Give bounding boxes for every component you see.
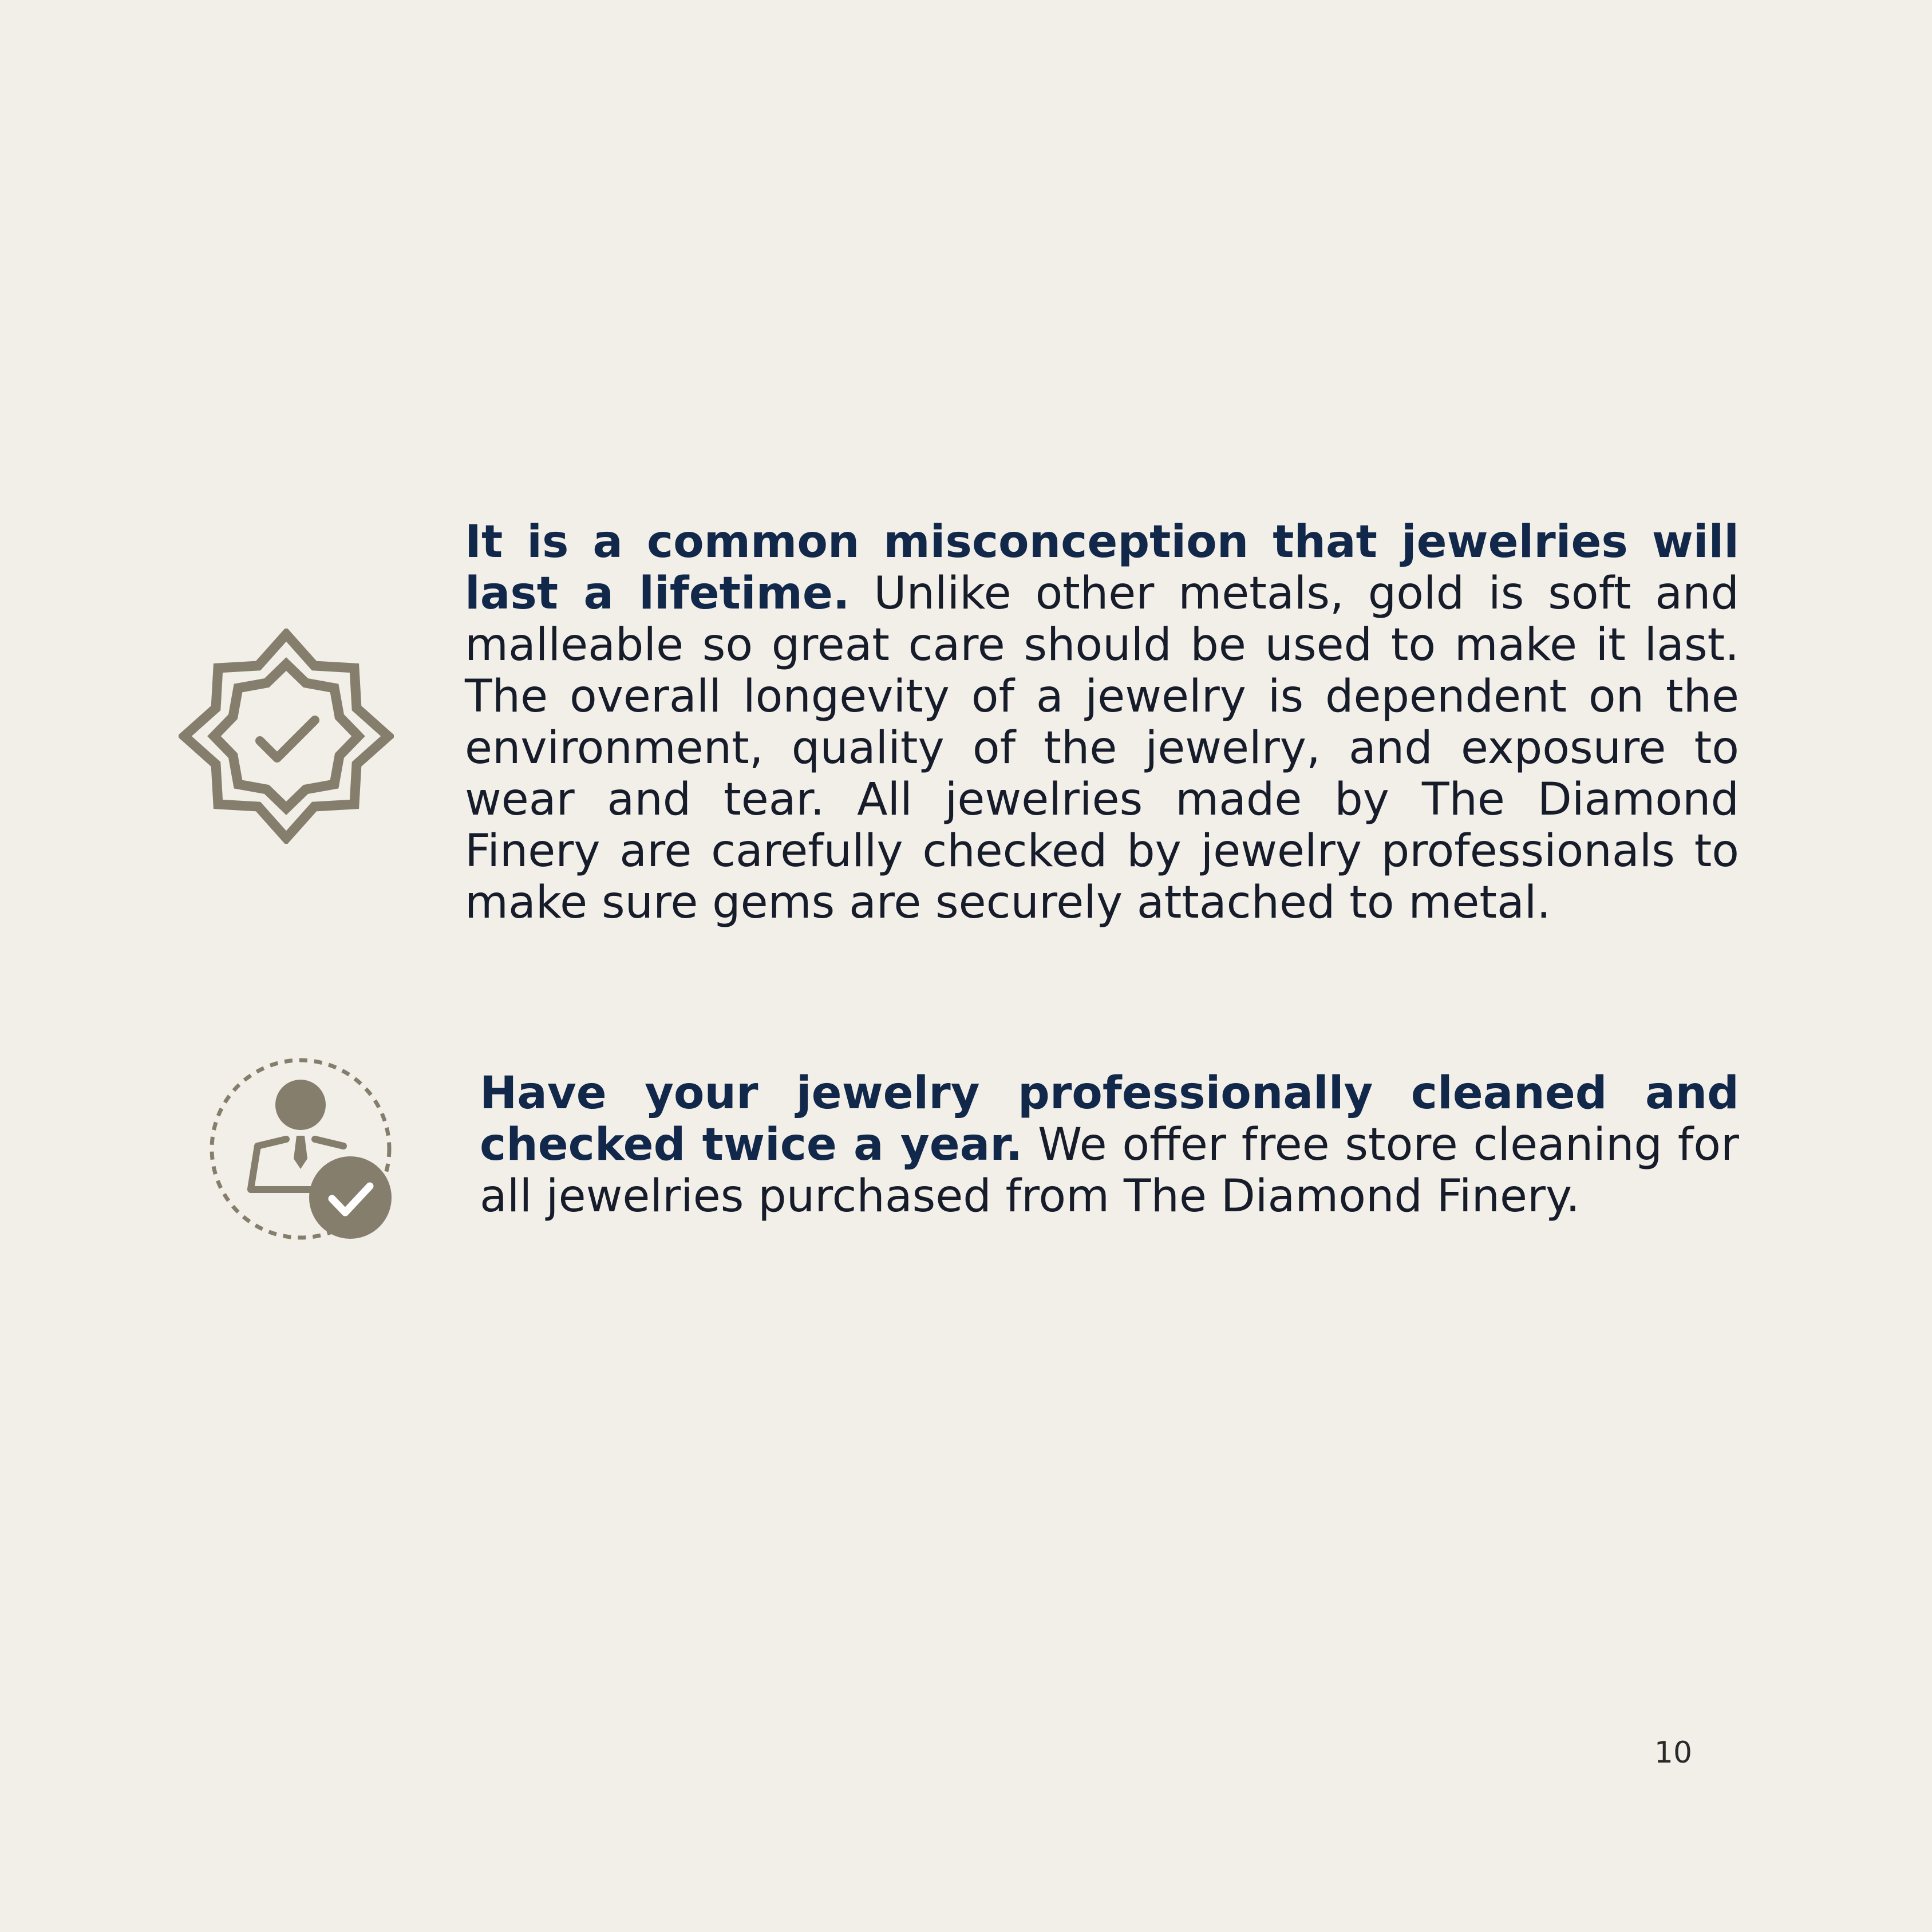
professional-verified-icon bbox=[206, 1054, 395, 1243]
cleaning-paragraph bbox=[480, 1068, 1739, 1222]
misconception-paragraph bbox=[465, 516, 1739, 929]
misconception-lead: It is a common misconception that jewelries will last a lifetime. bbox=[465, 516, 1739, 619]
page-number: 10 bbox=[1654, 1736, 1693, 1770]
quality-badge-check-icon bbox=[179, 629, 394, 844]
cleaning-body: We offer free store cleaning for all jewelries purchased from The Diamond Finery. bbox=[480, 1119, 1740, 1222]
cleaning-lead: Have your jewelry professionally cleaned and checked twice a year. bbox=[480, 1068, 1739, 1171]
misconception-body: Unlike other metals, gold is soft and malleable so great care should be used to make it last. The overall longevity of a jewelry is dependent on the environment, quality of the jewelry, and exposure to wear and tear. All jewelries made by The Diamond Finery are carefully checked by jewelry professionals to make sure gems are securely attached to metal. bbox=[465, 568, 1739, 929]
